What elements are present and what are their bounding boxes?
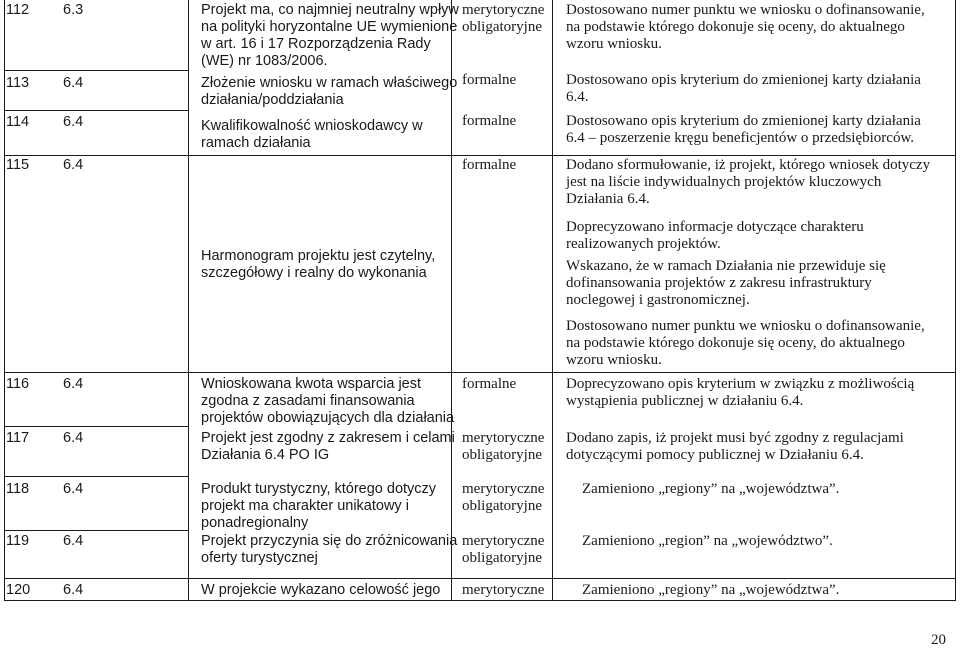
criterion-type: merytoryczne [462,430,545,446]
change-line: wystąpienia publicznej w działaniu 6.4. [566,393,804,409]
criterion-line: ramach działania [201,135,311,151]
change-line: Dodano zapis, iż projekt musi być zgodny z regulacjami [566,430,904,446]
change-line: Działania 6.4. [566,191,650,207]
row-number: 115 [6,157,30,173]
row-section: 6.4 [63,582,84,598]
criterion-type: merytoryczne [462,582,545,598]
change-line: dotyczącymi pomocy publicznej w Działaniu 6.4. [566,447,864,463]
row-section: 6.4 [63,114,84,130]
criterion-line: Złożenie wniosku w ramach właściwego [201,75,458,91]
row-divider [4,426,189,427]
row-number: 117 [6,430,30,446]
criterion-type: formalne [462,113,517,129]
criterion-line: w art. 16 i 17 Rozporządzenia Rady [201,36,431,52]
table-border-bottom [4,600,956,601]
change-line: na podstawie którego dokonuje się oceny, do aktualnego [566,19,905,35]
criterion-type: obligatoryjne [462,447,542,463]
change-line: wzoru wniosku. [566,352,662,368]
criterion-line: projekt ma charakter unikatowy i [201,498,409,514]
change-line: 6.4 – poszerzenie kręgu beneficjentów o przedsiębiorców. [566,130,915,146]
criterion-type: obligatoryjne [462,498,542,514]
criterion-type: formalne [462,376,517,392]
change-line: Zamieniono „regiony” na „województwa”. [582,481,840,497]
change-line: Wskazano, że w ramach Działania nie przewiduje się [566,258,886,274]
row-divider [4,70,189,71]
criterion-line: (WE) nr 1083/2006. [201,53,328,69]
row-number: 118 [6,481,30,497]
criterion-line: Wnioskowana kwota wsparcia jest [201,376,422,392]
row-section: 6.4 [63,75,84,91]
change-line: na podstawie którego dokonuje się oceny, do aktualnego [566,335,905,351]
criterion-type: merytoryczne [462,2,545,18]
row-number: 112 [6,2,30,18]
criterion-line: ponadregionalny [201,515,309,531]
row-number: 120 [6,582,31,598]
change-line: wzoru wniosku. [566,36,662,52]
criterion-type: merytoryczne [462,533,545,549]
criterion-type: formalne [462,157,517,173]
change-line: jest na liście indywidualnych projektów kluczowych [566,174,882,190]
change-line: Dostosowano numer punktu we wniosku o dofinansowanie, [566,2,925,18]
row-section: 6.4 [63,376,84,392]
criterion-line: Projekt ma, co najmniej neutralny wpływ [201,2,459,18]
criterion-line: projektów obowiązujących dla działania [201,410,455,426]
row-divider [4,530,189,531]
change-line: noclegowej i gastronomicznej. [566,292,750,308]
row-divider [4,372,956,373]
row-number: 113 [6,75,30,91]
criterion-type: merytoryczne [462,481,545,497]
criterion-line: zgodna z zasadami finansowania [201,393,415,409]
col-divider-3 [552,0,553,600]
change-line: realizowanych projektów. [566,236,721,252]
table-border-right [955,0,956,600]
criterion-line: Harmonogram projektu jest czytelny, [201,248,436,264]
row-divider [4,155,956,156]
change-line: 6.4. [566,89,589,105]
change-line: Dodano sformułowanie, iż projekt, którego wniosek dotyczy [566,157,931,173]
criterion-line: szczegółowy i realny do wykonania [201,265,427,281]
row-section: 6.4 [63,157,84,173]
row-section: 6.4 [63,481,84,497]
row-divider [4,110,189,111]
change-line: Dostosowano opis kryterium do zmienionej karty działania [566,72,921,88]
criterion-line: Działania 6.4 PO IG [201,447,330,463]
row-number: 119 [6,533,30,549]
change-line: Dostosowano opis kryterium do zmienionej karty działania [566,113,921,129]
criterion-type: obligatoryjne [462,19,542,35]
criterion-line: działania/poddziałania [201,92,344,108]
change-line: Zamieniono „regiony” na „województwa”. [582,582,840,598]
criterion-type: obligatoryjne [462,550,542,566]
row-section: 6.3 [63,2,84,18]
criterion-line: Projekt jest zgodny z zakresem i celami [201,430,455,446]
change-line: Doprecyzowano informacje dotyczące charakteru [566,219,864,235]
page-number: 20 [931,632,946,648]
criterion-line: Kwalifikowalność wnioskodawcy w [201,118,423,134]
row-section: 6.4 [63,430,84,446]
criterion-line: Produkt turystyczny, którego dotyczy [201,481,437,497]
criterion-type: formalne [462,72,517,88]
criterion-line: oferty turystycznej [201,550,318,566]
col-divider-1 [188,0,189,600]
change-line: Zamieniono „region” na „województwo”. [582,533,833,549]
criterion-line: na polityki horyzontalne UE wymienione [201,19,458,35]
criterion-line: W projekcie wykazano celowość jego [201,582,441,598]
row-number: 116 [6,376,30,392]
change-line: Doprecyzowano opis kryterium w związku z możliwością [566,376,915,392]
change-line: Dostosowano numer punktu we wniosku o dofinansowanie, [566,318,925,334]
row-divider [4,476,189,477]
table-border-left [4,0,5,600]
criterion-line: Projekt przyczynia się do zróżnicowania [201,533,458,549]
row-number: 114 [6,114,30,130]
change-line: dofinansowania projektów z zakresu infrastruktury [566,275,872,291]
row-section: 6.4 [63,533,84,549]
row-divider [4,578,956,579]
